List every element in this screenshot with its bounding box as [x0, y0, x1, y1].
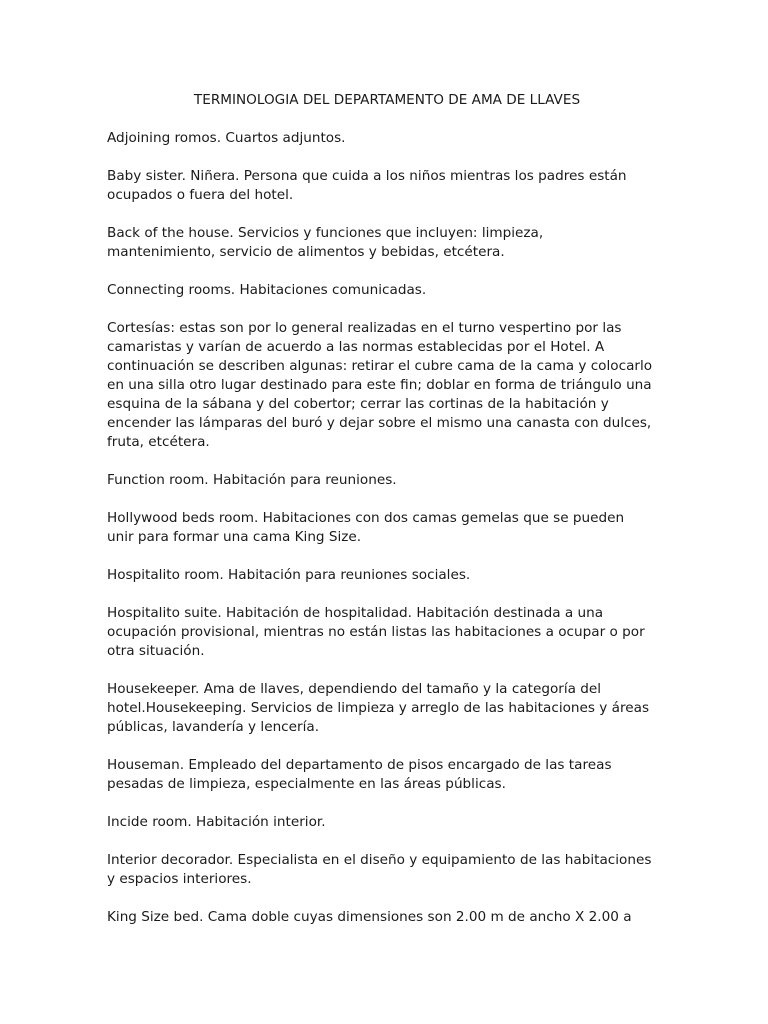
glossary-entry: Houseman. Empleado del departamento de pisos encargado de las tareas pesadas de limpieza, especialmente en las áreas públicas. [107, 757, 612, 792]
glossary-entry: Incide room. Habitación interior. [107, 814, 326, 830]
document-title: TERMINOLOGIA DEL DEPARTAMENTO DE AMA DE LLAVES [193, 92, 581, 108]
document-page [107, 0, 667, 946]
glossary-entry: Hospitalito room. Habitación para reuniones sociales. [107, 567, 471, 583]
glossary-entry: King Size bed. Cama doble cuyas dimensiones son 2.00 m de ancho X 2.00 a [107, 909, 632, 925]
glossary-entry: Back of the house. Servicios y funciones que incluyen: limpieza, mantenimiento, servicio de alimentos y bebidas, etcétera. [107, 225, 544, 260]
glossary-entry: Interior decorador. Especialista en el diseño y equipamiento de las habitaciones y espacios interiores. [107, 852, 652, 887]
glossary-entry: Function room. Habitación para reuniones. [107, 472, 397, 488]
glossary-entry: Hollywood beds room. Habitaciones con dos camas gemelas que se pueden unir para formar una cama King Size. [107, 510, 625, 545]
glossary-entry: Baby sister. Niñera. Persona que cuida a los niños mientras los padres están ocupados o fuera del hotel. [107, 168, 627, 203]
glossary-entry: Housekeeper. Ama de llaves, dependiendo del tamaño y la categoría del hotel.Housekeeping. Servicios de limpieza y arreglo de las habitaciones y áreas públicas, lavandería y lencería. [107, 681, 650, 735]
glossary-entry: Cortesías: estas son por lo general realizadas en el turno vespertino por las camaristas y varían de acuerdo a las normas establecidas por el Hotel. A continuación se describen algunas: retirar el cubre cama de la cama y colocarlo en una silla otro lugar destinado para este fin; doblar en forma de triángulo una esquina de la sábana y del cobertor; cerrar las cortinas de la habitación y encender las lámparas del buró y dejar sobre el mismo una canasta con dulces, fruta, etcétera. [107, 320, 653, 450]
glossary-list [107, 129, 667, 927]
glossary-entry: Connecting rooms. Habitaciones comunicadas. [107, 282, 427, 298]
glossary-entry: Hospitalito suite. Habitación de hospitalidad. Habitación destinada a una ocupación provisional, mientras no están listas las habitaciones a ocupar o por otra situación. [107, 605, 645, 659]
glossary-entry: Adjoining romos. Cuartos adjuntos. [107, 130, 346, 146]
